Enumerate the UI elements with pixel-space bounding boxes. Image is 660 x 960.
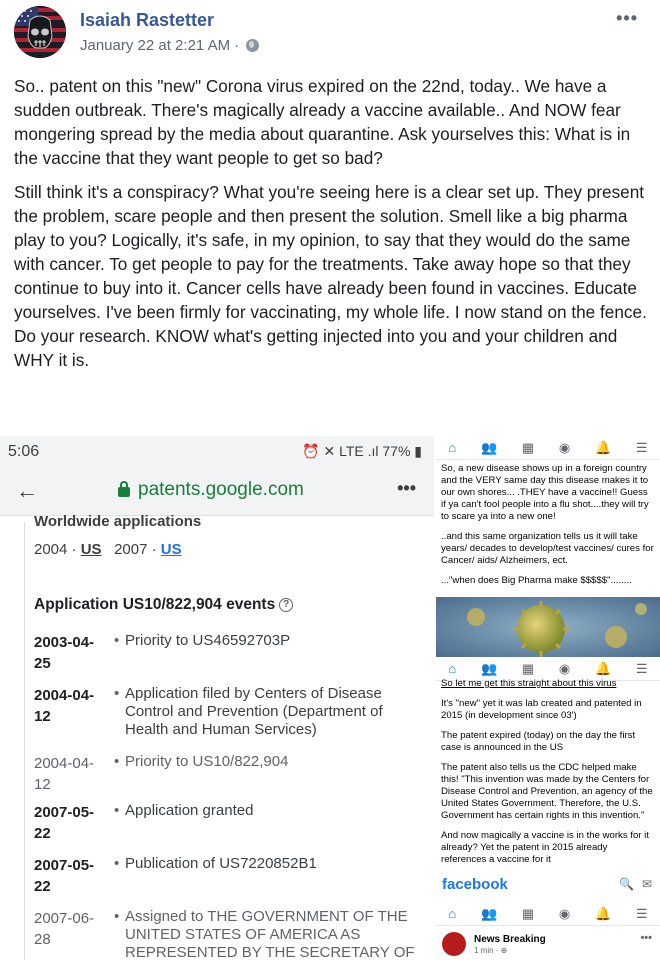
profile-icon: ◉ — [558, 439, 571, 455]
fb-header-icons — [619, 877, 652, 891]
virus-image — [436, 597, 660, 657]
author-name[interactable]: Isaiah Rastetter — [80, 10, 215, 30]
timeline-line — [24, 522, 25, 960]
event-date: 2007-05-22 — [34, 857, 95, 895]
profile-icon: ◉ — [558, 905, 571, 921]
flag-skull-avatar-image — [14, 6, 66, 58]
browser-url-bar — [0, 466, 434, 516]
dot-separator: · — [151, 541, 157, 558]
bell-icon: 🔔 — [594, 905, 612, 921]
menu-icon: ☰ — [635, 905, 648, 921]
post-header — [0, 0, 660, 64]
search-icon: 🔍 — [618, 877, 634, 891]
home-icon: ⌂ — [448, 661, 457, 676]
fb-post-2-line: The patent also tells us the CDC helped make this! "This invention was made by the Centers for Disease Control and Prevention, an agency of the United States Government. Therefore, the U.S. Government has certain rights in this invention." — [441, 762, 653, 821]
globe-icon[interactable] — [246, 39, 259, 52]
application-events-heading — [34, 596, 293, 614]
year-2004: 2004 — [34, 541, 68, 558]
virus-illustration — [436, 597, 660, 657]
status-icons: ⏰ ✕ LTE .ıl 77% ▮ — [302, 443, 422, 459]
messenger-icon: ✉ — [641, 877, 652, 891]
fb-post-1-line: So, a new disease shows up in a foreign country and the VERY same day this disease makes it to our own shores... .THEY have a vaccine!! Guess if ya can't fool people into a flu shot....they will try to scare ya into a new one! — [441, 463, 649, 522]
bell-icon: 🔔 — [594, 660, 612, 676]
event-date: 2004-04-12 — [34, 755, 95, 793]
fb-post-2-line: The patent expired (today) on the day the first case is announced in the US — [441, 730, 636, 753]
fb-nav-bar — [436, 436, 660, 460]
fb-post-2-text — [441, 678, 655, 874]
friends-icon: 👥 — [480, 660, 498, 676]
back-arrow-icon: ← — [16, 478, 38, 503]
facebook-logo: facebook — [442, 876, 508, 893]
marketplace-icon: ▦ — [521, 660, 535, 676]
bullet: • — [114, 855, 120, 872]
bullet: • — [114, 753, 120, 770]
post-body — [14, 74, 650, 382]
news-avatar — [442, 932, 466, 956]
friends-icon: 👥 — [480, 439, 498, 455]
bullet: • — [114, 802, 120, 819]
bullet: • — [114, 685, 120, 702]
facebook-screenshot-image[interactable] — [436, 436, 660, 960]
post-paragraph-2: Still think it's a conspiracy? What you're seeing here is a clear set up. They present the problem, scare people and then present the solution. Smell like a big pharma play to you? Logically, it's safe, in my opinion, to say that they would do the same with cancer. To get people to pay for the treatments. Take away hope so that they continue to buy into it. Cancer cells have already been found in vaccines. Educate yourselves. I've been firmly for vaccinating, my whole life. I now stand on the fence. Do your research. KNOW what's getting injected into you and your children and WHY it is. — [14, 182, 647, 370]
event-description: Application filed by Centers of Disease Control and Prevention (Department of Health and Human Services) — [125, 685, 383, 738]
event-description: Priority to US10/822,904 — [125, 753, 289, 770]
event-description: Assigned to THE GOVERNMENT OF THE UNITED STATES OF AMERICA AS REPRESENTED BY THE SECRETARY OF — [125, 908, 415, 960]
country-code-us-1: US — [80, 541, 102, 558]
event-date: 2003-04-25 — [34, 634, 95, 672]
event-description: Publication of US7220852B1 — [125, 855, 317, 872]
post-timestamp[interactable]: January 22 at 2:21 AM — [80, 37, 231, 54]
home-icon: ⌂ — [448, 906, 457, 921]
patent-screenshot-image[interactable] — [0, 436, 434, 960]
url-text: patents.google.com — [138, 479, 304, 500]
fb-post-2-line: And now magically a vaccine is in the works for it already? Yet the patent in 2015 already references a vaccine for it — [441, 830, 649, 865]
lock-icon — [118, 487, 130, 497]
country-code-us-2: US — [160, 541, 182, 558]
status-time: 5:06 — [8, 443, 40, 460]
post-options-button[interactable]: ••• — [616, 8, 638, 28]
event-date: 2007-06-28 — [34, 910, 95, 948]
bullet: • — [114, 908, 120, 925]
fb-post-2-line: It's "new" yet it was lab created and patented in 2015 (in development since 03') — [441, 698, 642, 721]
phone-status-bar — [0, 436, 434, 466]
fb-post-1-text — [441, 463, 655, 595]
menu-icon: ☰ — [635, 439, 648, 455]
marketplace-icon: ▦ — [521, 439, 535, 455]
news-page-name: News Breaking — [474, 934, 546, 945]
friends-icon: 👥 — [480, 905, 498, 921]
fb-nav-bar-3 — [436, 902, 660, 926]
home-icon: ⌂ — [448, 440, 457, 455]
profile-icon: ◉ — [558, 660, 571, 676]
news-more-icon: ••• — [640, 932, 652, 944]
news-post-time: 1 min · ⊕ — [474, 946, 508, 955]
fb-post-1-line: ..."when does Big Pharma make $$$$$"........ — [441, 575, 632, 586]
event-description: Priority to US46592703P — [125, 632, 291, 649]
fb-post-1-line: ..and this same organization tells us it will take years/ decades to develop/test vaccines/ cures for Cancer/ aids/ Alzheimers, ect. — [441, 531, 654, 566]
event-description: Application granted — [125, 802, 254, 819]
browser-menu-icon: ••• — [397, 478, 416, 498]
avatar[interactable] — [14, 6, 66, 58]
event-date: 2007-05-22 — [34, 804, 95, 842]
event-date: 2004-04-12 — [34, 687, 95, 725]
events-title: Application US10/822,904 events — [34, 596, 276, 613]
marketplace-icon: ▦ — [521, 905, 535, 921]
worldwide-applications-list — [34, 541, 182, 558]
post-meta — [80, 37, 259, 54]
meta-separator: · — [234, 37, 240, 54]
worldwide-applications-heading: Worldwide applications — [34, 513, 202, 530]
bell-icon: 🔔 — [594, 439, 612, 455]
menu-icon: ☰ — [635, 660, 648, 676]
bullet: • — [114, 632, 120, 649]
post-paragraph-1: So.. patent on this "new" Corona virus expired on the 22nd, today.. We have a sudden outbreak. There's magically already a vaccine available.. And NOW fear mongering spread by the media about quarantine. Ask yourselves this: What is in the vaccine that they want people to get so bad? — [14, 76, 631, 168]
year-2007: 2007 — [114, 541, 148, 558]
help-icon: ? — [279, 598, 293, 612]
fb-post-2-line: So let me get this straight about this virus — [441, 678, 617, 689]
dot-separator: · — [71, 541, 77, 558]
